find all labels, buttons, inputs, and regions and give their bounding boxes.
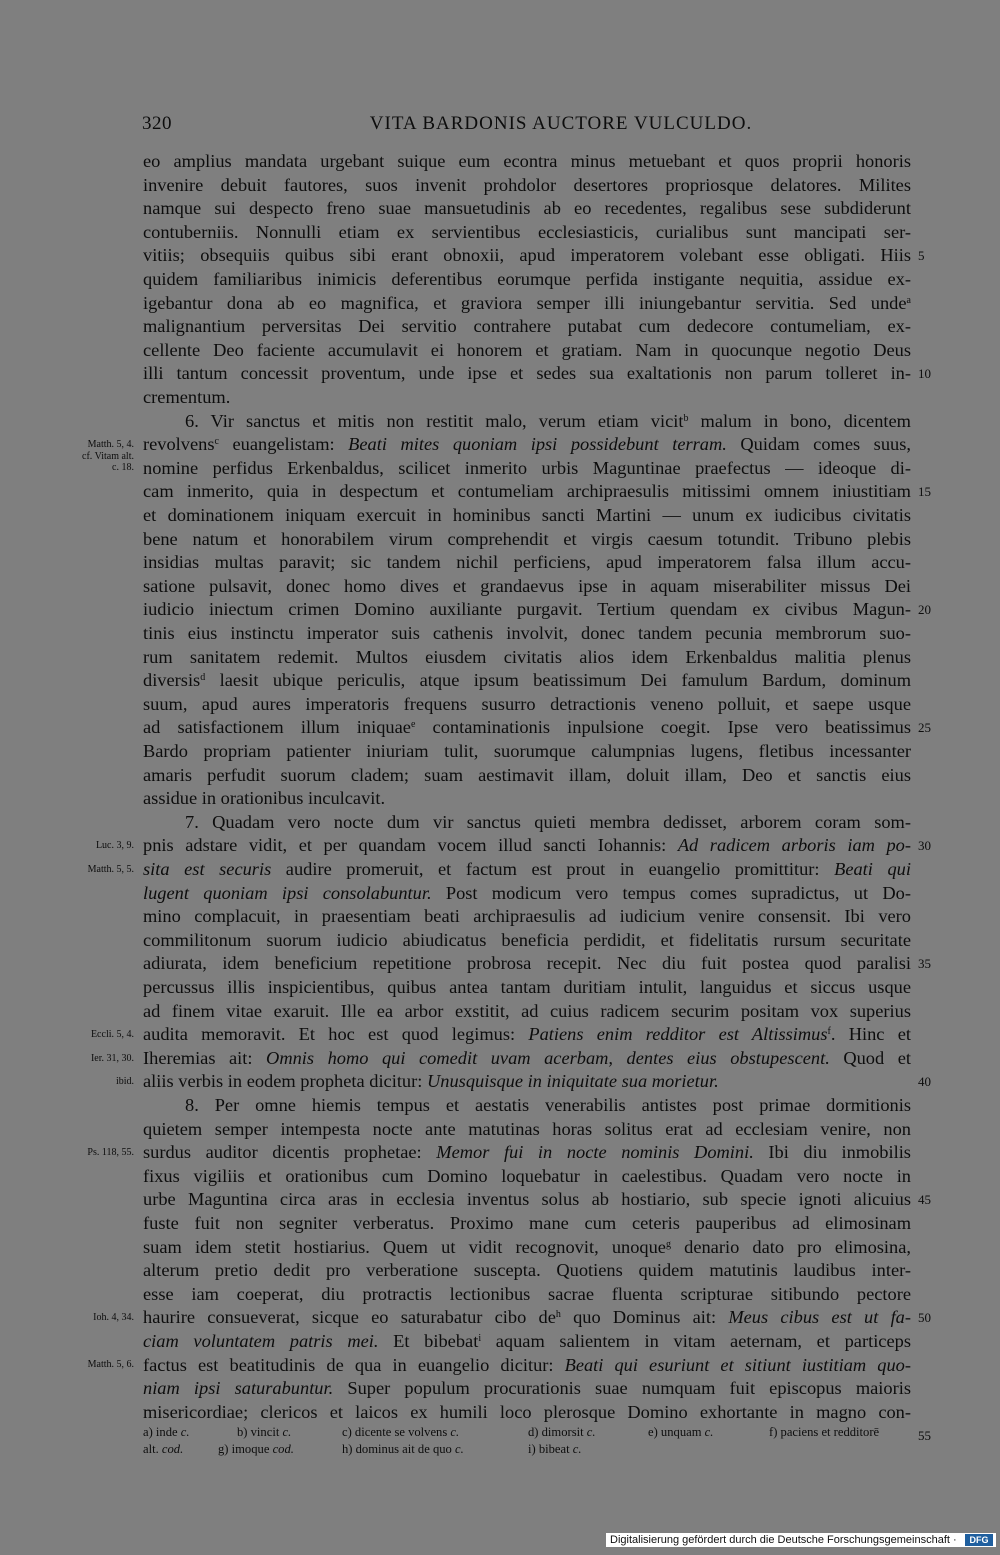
text-line: malignantium perversitas Dei servitio contrahere putabat cum dedecore contumeliam, ex- — [143, 316, 911, 337]
line-number: 55 — [918, 1428, 931, 1443]
text-run: igebantur dona ab eo magnifica, et graviora semper illi iniungebantur servitia. Sed unde — [143, 292, 907, 313]
text-run: suam idem stetit hostiarius. Quem ut vidit recognovit, unoque — [143, 1236, 666, 1257]
quotation: sita est securis — [143, 859, 272, 879]
text-run: quo Dominus ait: — [573, 1307, 717, 1328]
margin-reference: c. 18. — [112, 462, 134, 473]
footer-text: Digitalisierung gefördert durch die Deutsche Forschungsgemeinschaft · — [610, 1534, 957, 1546]
margin-reference: cf. Vitam alt. — [82, 451, 134, 462]
text-run: pnis adstare vidit, et per quandam vocem illud sancti Iohannis: — [143, 835, 667, 856]
text-run: malum in bono, dicentem — [700, 410, 911, 431]
line-number: 30 — [918, 838, 931, 854]
quotation: niam ipsi saturabuntur. — [143, 1378, 334, 1399]
text-line — [143, 669, 911, 692]
text-line: cam inmerito, quia in despectum et contumeliam archipraesulis mitissimi omnem iniustitiam — [143, 481, 911, 502]
text-line: 8. Per omne hiemis tempus et aestatis venerabilis antistes post primae dormitionis — [185, 1095, 911, 1115]
footnote: d) dimorsit c. — [528, 1425, 596, 1439]
margin-reference: Ier. 31, 30. — [90, 1053, 134, 1064]
text-run: laesit ubique periculis, atque ipsum beatissimum Dei famulum Bardum, dominum — [219, 670, 912, 691]
line-number: 5 — [918, 248, 925, 264]
quotation: Beati mites quoniam ipsi possidebunt terram. — [348, 434, 727, 455]
footnote: g) imoque cod. — [218, 1442, 294, 1456]
text-line: invenire debuit fautores, suos invenit prohdolor desertores propriosque delatores. Milites — [143, 174, 911, 195]
page-number: 320 — [142, 113, 172, 134]
footnote-marker: i — [478, 1333, 482, 1344]
footnote: f) paciens et redditorē — [769, 1425, 880, 1439]
text-line: percussus illis inspicientibus, quibus antea tantam duritiam intulit, languidus et siccus usque — [143, 977, 911, 997]
footnote: b) vincit c. — [237, 1425, 292, 1439]
text-line: contuberniis. Nonnulli etiam ex servientibus ecclesiasticis, curialibus sunt mancipati ser- — [143, 221, 911, 242]
text-run: aquam salientem in vitam aeternam, et particeps — [495, 1331, 911, 1351]
text-run: haurire consueverat, sicque eo saturabatur cibo de — [143, 1307, 556, 1328]
text-line: illi tantum concessit proventum, unde ipse et sedes sua exaltationis non parum tolleret in- — [143, 363, 911, 384]
quotation: Omnis homo qui comedit uvam acerbam, dentes eius obstupescent. — [266, 1047, 830, 1068]
quotation: ciam voluntatem patris mei. — [143, 1331, 379, 1351]
text-line: fixus vigiliis et orationibus cum Domino loquebatur in caelestibus. Quadam vero nocte in — [143, 1165, 911, 1186]
text-line: mino complacuit, in praesentiam beati archipraesulis ad iudicium venire consensit. Ibi vero — [143, 906, 911, 927]
text-line — [143, 1047, 911, 1070]
text-line — [143, 716, 911, 739]
footnote: c) dicente se volvens c. — [342, 1425, 460, 1439]
text-run: diversis — [143, 670, 201, 691]
text-run: Quidam comes suus, — [740, 434, 911, 455]
footnote-marker: f — [827, 1026, 831, 1038]
text-run: Iheremias ait: — [143, 1047, 253, 1068]
line-number: 35 — [918, 956, 931, 972]
footnotes-row — [143, 1424, 911, 1441]
text-run: revolvens — [143, 434, 215, 455]
line-number: 10 — [918, 366, 931, 382]
line-number: 45 — [918, 1192, 931, 1208]
line-number: 40 — [918, 1074, 931, 1090]
text-line: commilitonum suorum iudicio abiudicatus beneficia perdidit, et fidelitatis rursum securitate — [143, 929, 911, 950]
text-line: ad finem vitae exaruit. Ille ea arbor exstitit, ad cuius radicem securim positam vox superius — [143, 1000, 911, 1021]
text-line: audita memoravit. Et hoc est quod legimus: Patiens enim redditor est Altissimus$^f$. Hinc et — [143, 1024, 911, 1045]
text-line: bene natum et honorabilem virum comprehendit et virgis caesum totundit. Tribuno plebis — [143, 528, 911, 549]
text-line: quidem familiaribus inimicis deferentibus eorumque perfida instigante nequitia, assidue ex- — [143, 269, 911, 289]
text-run: denario dato pro elimosina, — [684, 1236, 911, 1257]
footnote-marker: h — [555, 1309, 561, 1321]
margin-reference: ibid. — [115, 1076, 134, 1087]
footnote: e) unquam c. — [648, 1425, 714, 1439]
quotation: lugent quoniam ipsi consolabuntur. — [143, 882, 432, 903]
text-line — [143, 1354, 911, 1377]
margin-reference: Ps. 118, 55. — [87, 1147, 134, 1158]
margin-reference: Ioh. 4, 34. — [93, 1312, 134, 1323]
footnote-marker: c — [214, 436, 219, 448]
text-line — [143, 858, 911, 881]
text-line: cellente Deo faciente accumulavit ei honorem et gratiam. Nam in quocunque negotio Deus — [143, 339, 911, 360]
quotation: Meus cibus est ut fa- — [728, 1307, 912, 1328]
text-run: Ibi diu inmobilis — [768, 1142, 911, 1163]
footnotes-row — [143, 1441, 911, 1458]
text-line: crementum. — [143, 387, 231, 407]
text-run: Et bibebat — [393, 1331, 479, 1351]
quotation: Beati qui esuriunt et sitiunt iustitiam quo- — [564, 1354, 911, 1375]
text-line: amaris perfudit suorum cladem; suam aestimavit illam, doluit illam, Deo et sanctis eius — [143, 764, 911, 785]
text-run: ad satisfactionem illum iniquae — [143, 717, 411, 738]
text-line — [143, 1306, 911, 1329]
quotation: Patiens enim redditor est Altissimus — [528, 1024, 828, 1045]
footnote: h) dominus ait de quo c. — [342, 1442, 464, 1456]
footnote-marker: g — [665, 1238, 671, 1250]
text-line: et dominationem iniquam exercuit in hominibus sancti Martini — unum ex iudicibus civitatis — [143, 505, 911, 525]
text-line — [143, 1377, 911, 1400]
margin-reference: Matth. 5, 5. — [87, 864, 134, 875]
text-line: misericordiae; clericos et laicos ex humili loco plerosque Domino exhortante in magno con- — [143, 1401, 911, 1422]
footnote-marker: d — [200, 672, 206, 684]
text-line: adiurata, idem beneficium repetitione probrosa recepit. Nec diu fuit postea quod paralisi — [143, 953, 911, 974]
text-line: assidue in orationibus inculcavit. — [143, 788, 386, 809]
text-line: urbe Maguntina circa aras in ecclesia inventus solus ab hostiario, sub specie ignoti alicuius — [143, 1189, 911, 1210]
quotation: Memor fui in nocte nominis Domini. — [436, 1142, 754, 1163]
footnote-marker: b — [683, 412, 689, 424]
text-line: insidias multas paravit; sic tandem nichil perficiens, apud imperatorem falsa illum accu- — [143, 552, 911, 573]
text-line: rum sanitatem redemit. Multos eiusdem civitatis alios idem Erkenbaldus malitia plenus — [143, 646, 911, 667]
footnote: i) bibeat c. — [528, 1442, 582, 1456]
text-line — [143, 433, 911, 456]
dfg-logo-icon: DFG — [965, 1534, 993, 1546]
text-line — [143, 1236, 911, 1259]
text-line — [143, 410, 911, 433]
margin-reference: Matth. 5, 4. — [87, 439, 134, 450]
text-line: eo amplius mandata urgebant suique eum econtra minus metuebant et quos proprii honoris — [143, 151, 911, 171]
text-run: surdus auditor dicentis prophetae: — [143, 1142, 422, 1163]
running-header — [140, 113, 912, 143]
text-line: Bardo propriam patienter iniuriam tulit, suorumque calumpnias lugens, fletibus incessanter — [143, 741, 911, 761]
footnote-marker: a — [906, 294, 911, 306]
footnote: a) inde c. — [143, 1425, 190, 1439]
text-line — [143, 1070, 911, 1093]
margin-reference: Luc. 3, 9. — [95, 840, 134, 851]
line-number: 20 — [918, 602, 931, 618]
text-line — [143, 292, 911, 315]
text-line: alterum pretio dedit pro verberatione suscepta. Quotiens quidem matutinis laudibus inter- — [143, 1260, 911, 1281]
text-run: Hinc et — [848, 1024, 911, 1045]
line-number: 50 — [918, 1310, 931, 1326]
text-run: Quod et — [843, 1047, 911, 1068]
text-run: audita memoravit. Et hoc est quod legimus: — [143, 1024, 516, 1045]
line-number: 15 — [918, 484, 931, 500]
text-run: aliis verbis in eodem propheta dicitur: — [143, 1071, 423, 1092]
text-line: nomine perfidus Erkenbaldus, scilicet inmerito urbis Maguntinae praefectus — ideoque di- — [143, 457, 911, 478]
text-line — [143, 1141, 911, 1164]
text-line: iudicio iniectum crimen Domino auxiliante purgavit. Tertium quendam ex civibus Magun- — [143, 599, 911, 620]
quotation: Beati qui — [834, 859, 911, 879]
footnote-marker: e — [410, 719, 416, 731]
running-title: VITA BARDONIS AUCTORE VULCULDO. — [369, 113, 753, 134]
text-line: 7. Quadam vero nocte dum vir sanctus quieti membra dedisset, arborem coram som- — [185, 811, 911, 832]
margin-reference: Matth. 5, 6. — [87, 1359, 134, 1370]
digitization-footer — [606, 1533, 996, 1547]
text-run: factus est beatitudinis de qua in euangelio dicitur: — [143, 1354, 554, 1375]
text-line: vitiis; obsequiis quibus sibi erant obnoxii, apud imperatorem volebant esse obligati. Hiis — [143, 245, 911, 266]
quotation: Unusquisque in iniquitate sua morietur. — [426, 1071, 719, 1092]
text-line: satione pulsavit, donec homo dives et grandaevus ipse in aquam miserabiliter missus Dei — [143, 575, 911, 596]
text-run: euangelistam: — [232, 434, 335, 455]
text-line: esse iam coeperat, diu protractis lectionibus sacrae fluenta scripturae sitibundo pectore — [143, 1283, 911, 1304]
text-run: Super populum procurationis suae numquam fuit episcopus maioris — [347, 1378, 911, 1399]
margin-reference: Eccli. 5, 4. — [90, 1029, 134, 1040]
text-line — [143, 834, 911, 857]
text-line: tinis eius instinctu imperator suis cathenis involvit, donec tandem pecunia membrorum suo- — [143, 623, 911, 643]
text-line: fuste fuit non segniter verberatus. Proximo mane cum ceteris pauperibus ad elimosinam — [143, 1213, 911, 1233]
line-number: 25 — [918, 720, 931, 736]
text-run: audire promeruit, et factum est prout in euangelio promittitur: — [285, 859, 820, 879]
text-run: Post modicum vero tempus comes supradictus, ut Do- — [445, 882, 911, 903]
text-line: quietem semper intempesta nocte ante matutinas horas solitus erat ad ecclesiam venire, non — [143, 1118, 911, 1139]
footnote: alt. cod. — [143, 1442, 184, 1456]
text-run: contaminationis inpulsione coegit. Ipse vero beatissimus — [432, 717, 911, 738]
text-line — [143, 1330, 911, 1353]
text-line: namque sui despecto freno suae mansuetudinis ab eo recedentes, regalibus sese subdiderunt — [143, 198, 911, 219]
text-line: suum, apud aures imperatoris frequens susurro detractionis veneno polluit, et saepe usque — [143, 693, 911, 714]
quotation: Ad radicem arboris iam po- — [677, 835, 911, 856]
text-line — [143, 882, 911, 905]
text-run: 6. Vir sanctus et mitis non restitit malo, verum etiam vicit — [185, 410, 684, 431]
